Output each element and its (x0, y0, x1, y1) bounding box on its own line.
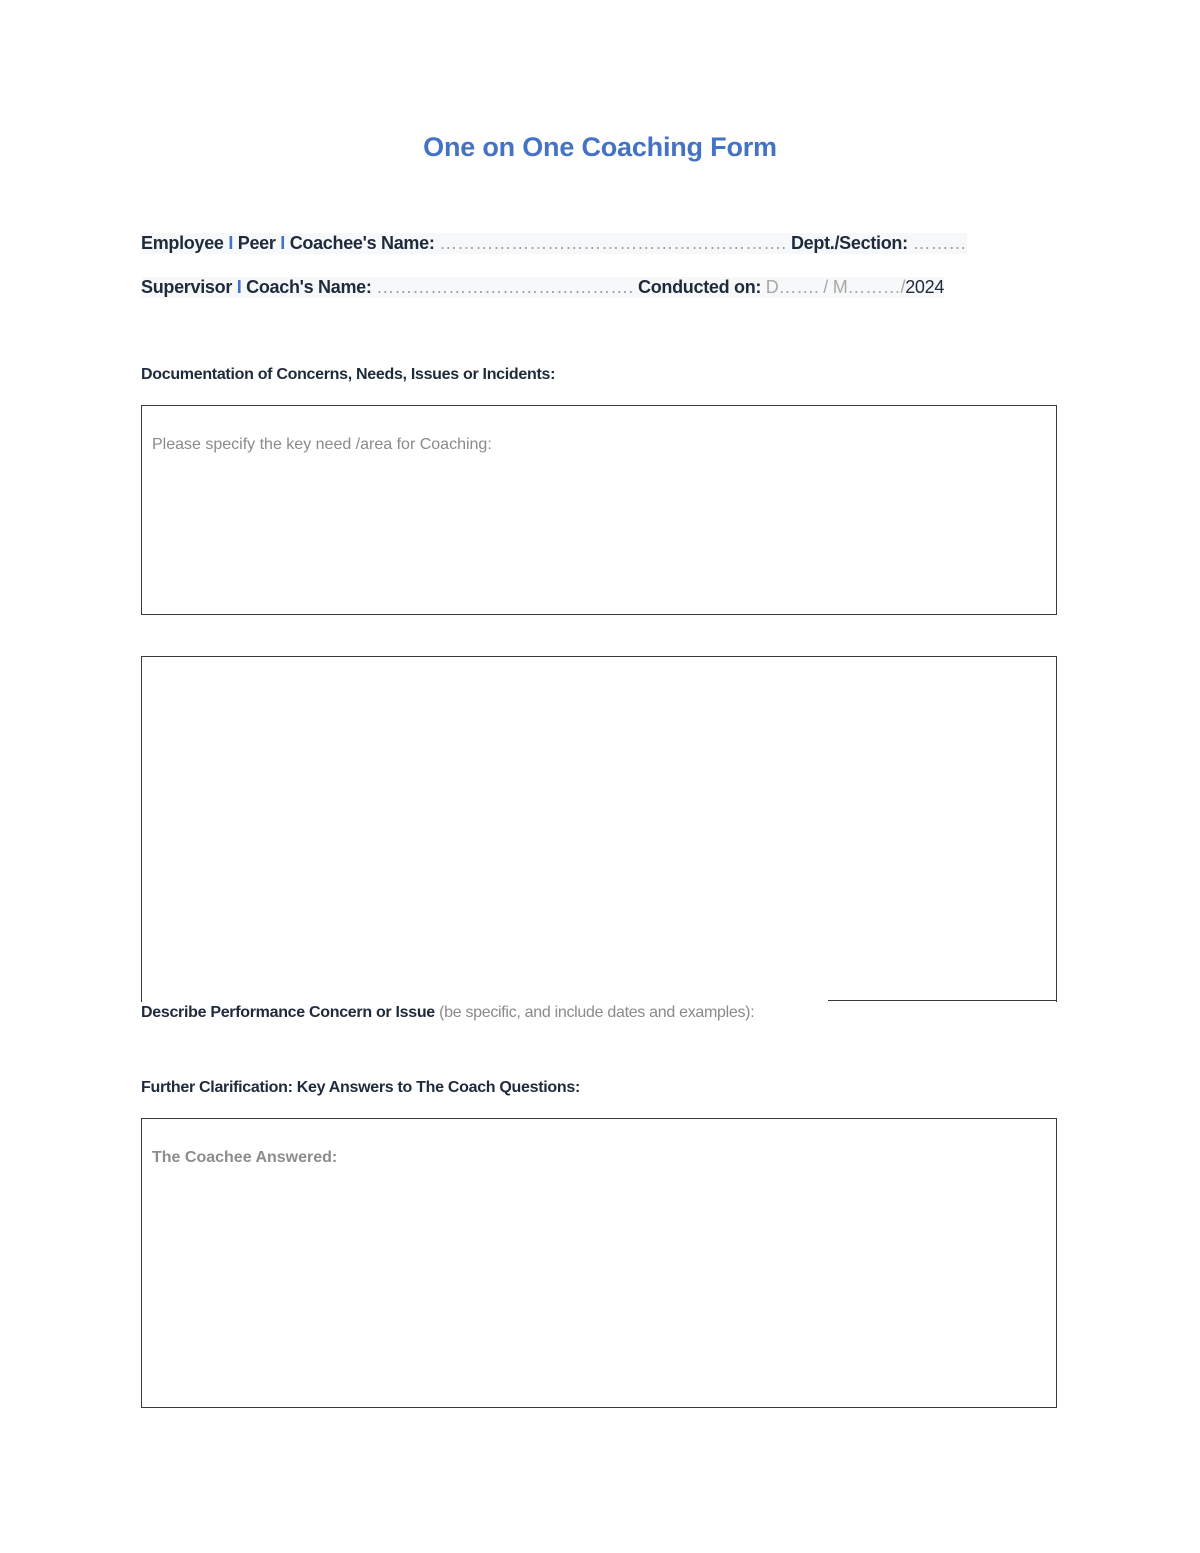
coaching-need-hint: Please specify the key need /area for Coaching: (152, 436, 492, 453)
separator: I (236, 277, 242, 297)
peer-label: Peer (237, 233, 276, 253)
separator: I (280, 233, 285, 253)
supervisor-label: Supervisor (141, 277, 233, 297)
coachee-answers-textbox[interactable] (141, 1118, 1057, 1408)
coach-name-label: Coach's Name: (246, 277, 372, 297)
date-field[interactable]: D……. / M………/ (765, 277, 906, 297)
dept-section-field[interactable]: ……… (912, 233, 967, 253)
year-value: 2024 (905, 277, 945, 297)
coachee-name-field[interactable]: …………………………………………………. (439, 233, 787, 253)
coaching-need-textbox[interactable] (141, 405, 1057, 615)
coachee-name-label: Coachee's Name: (289, 233, 435, 253)
page-title: One on One Coaching Form (423, 132, 777, 162)
employee-label: Employee (141, 233, 224, 253)
performance-heading-text: Describe Performance Concern or Issue (141, 1004, 435, 1021)
performance-heading-hint: (be specific, and include dates and examples): (434, 1004, 755, 1021)
separator: I (228, 233, 234, 253)
coach-info-row (141, 277, 944, 298)
documentation-heading: Documentation of Concerns, Needs, Issues or Incidents: (141, 366, 556, 383)
conducted-on-label: Conducted on: (638, 277, 762, 297)
further-clarification-heading: Further Clarification: Key Answers to The Coach Questions: (141, 1079, 580, 1096)
coach-name-field[interactable]: ……………………………………. (376, 277, 634, 297)
coachee-answers-hint: The Coachee Answered: (152, 1149, 338, 1166)
performance-heading (141, 1004, 754, 1022)
performance-concern-textbox[interactable] (141, 656, 1057, 1002)
performance-box-bottom-border (828, 1000, 1057, 1001)
coachee-info-row (141, 233, 967, 254)
dept-section-label: Dept./Section: (790, 233, 908, 253)
